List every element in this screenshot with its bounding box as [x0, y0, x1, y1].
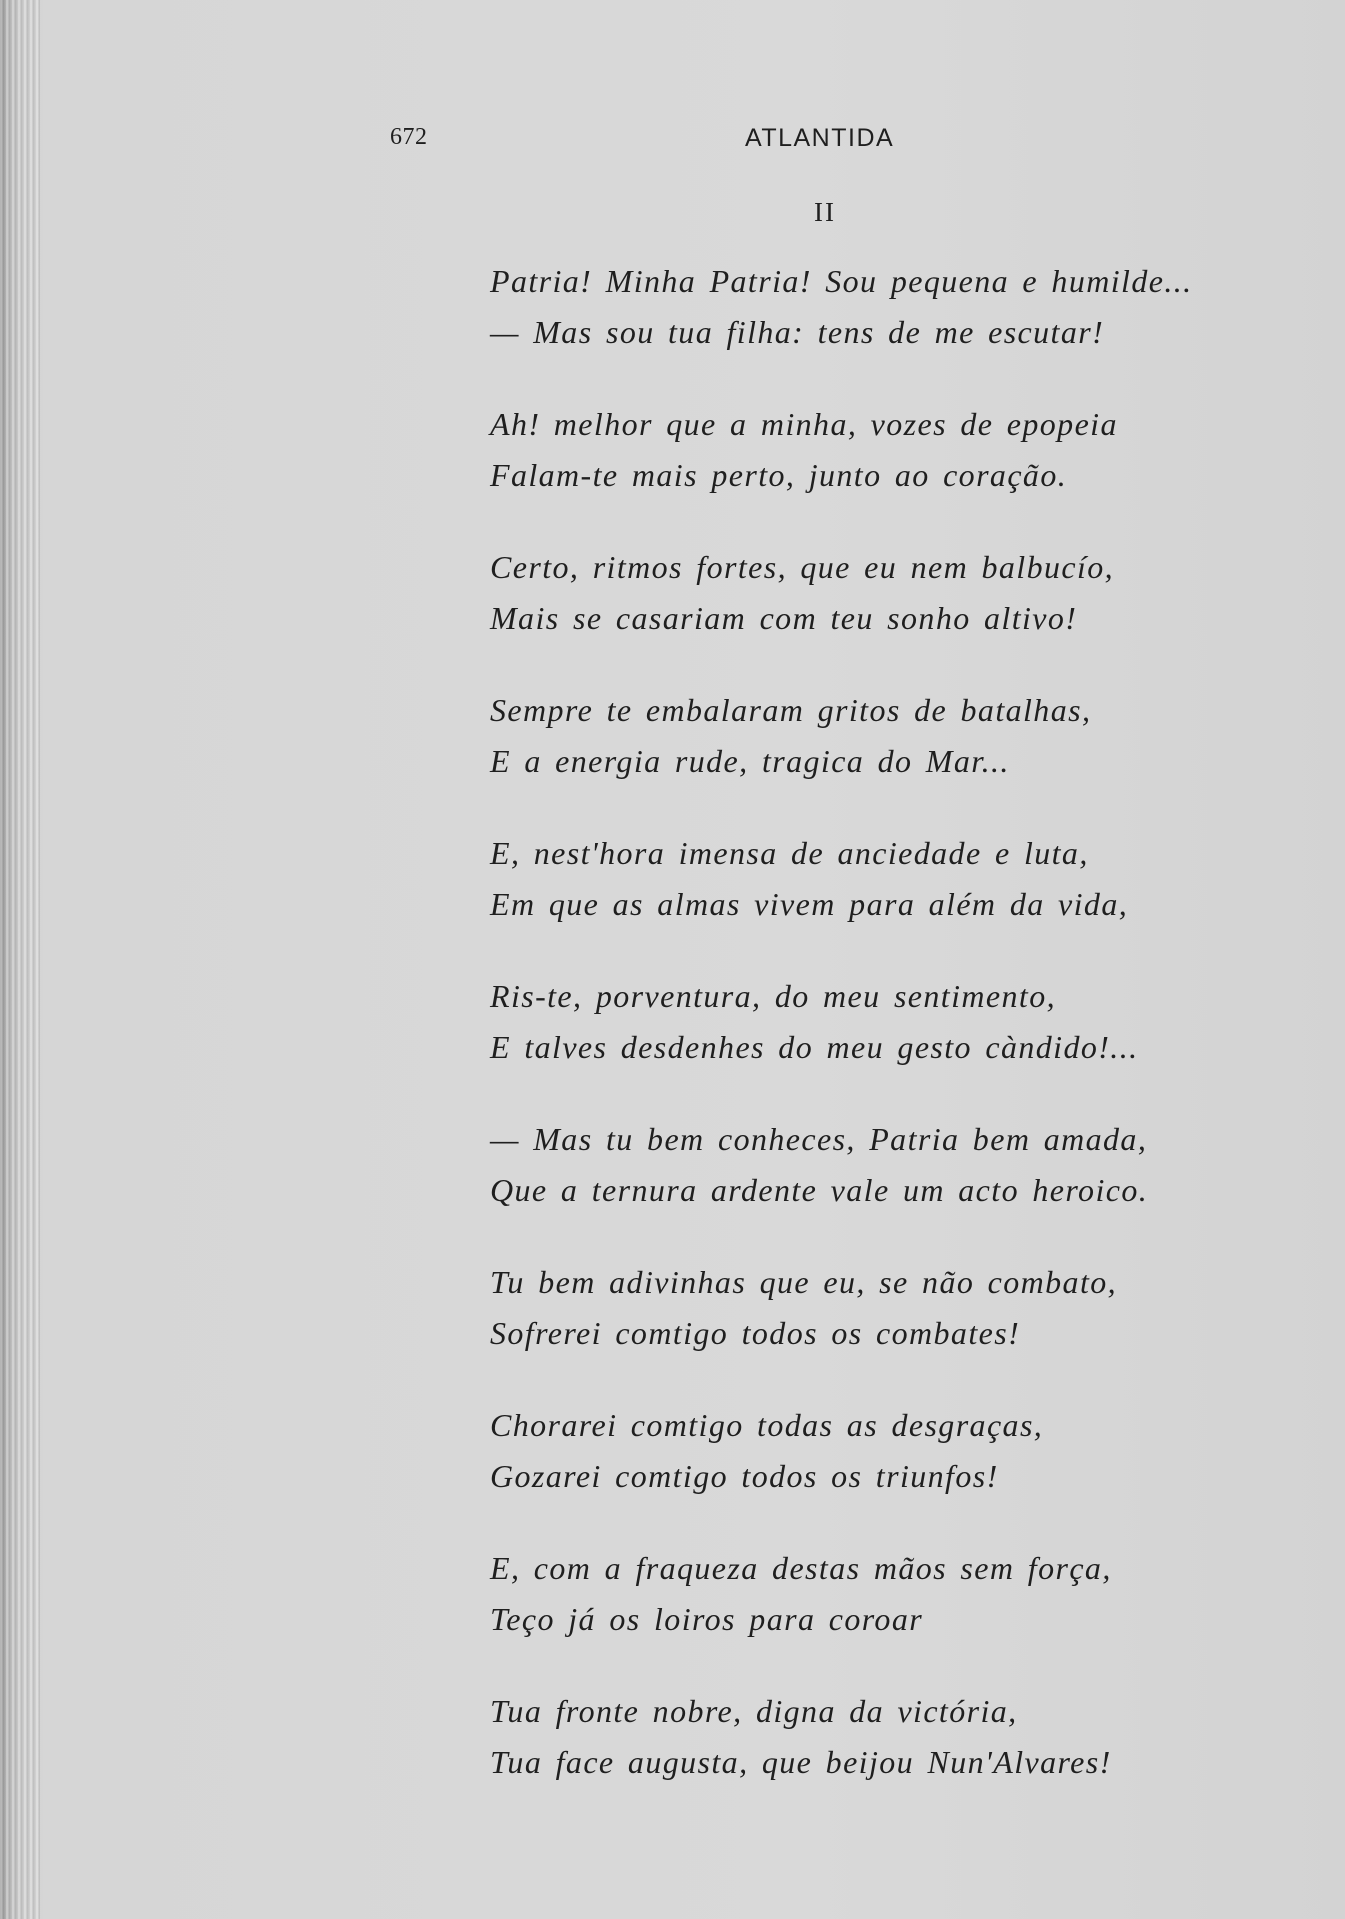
stanza	[490, 1686, 1290, 1788]
poem	[490, 256, 1290, 1829]
poem-line: Que a ternura ardente vale um acto heroico.	[490, 1172, 1149, 1208]
poem-line: Teço já os loiros para coroar	[490, 1601, 924, 1637]
stanza	[490, 1400, 1290, 1502]
poem-line: E, nest'hora imensa de anciedade e luta,	[490, 835, 1089, 871]
poem-line: Tua face augusta, que beijou Nun'Alvares!	[490, 1744, 1112, 1780]
running-head-title: ATLANTIDA	[745, 124, 895, 152]
stanza	[490, 542, 1290, 644]
stanza	[490, 399, 1290, 501]
poem-line: E, com a fraqueza destas mãos sem força,	[490, 1550, 1112, 1586]
page-binding-edge	[0, 0, 40, 1919]
poem-line: Ris-te, porventura, do meu sentimento,	[490, 978, 1056, 1014]
poem-line: E a energia rude, tragica do Mar...	[490, 743, 1010, 779]
stanza	[490, 685, 1290, 787]
poem-line: Gozarei comtigo todos os triunfos!	[490, 1458, 999, 1494]
poem-line: E talves desdenhes do meu gesto càndido!...	[490, 1029, 1139, 1065]
poem-line: Tua fronte nobre, digna da victória,	[490, 1693, 1018, 1729]
page-number: 672	[390, 124, 428, 150]
poem-line: Falam-te mais perto, junto ao coração.	[490, 457, 1068, 493]
stanza	[490, 1543, 1290, 1645]
stanza	[490, 1257, 1290, 1359]
poem-line: Sofrerei comtigo todos os combates!	[490, 1315, 1021, 1351]
stanza	[490, 1114, 1290, 1216]
poem-line: Patria! Minha Patria! Sou pequena e humilde...	[490, 263, 1193, 299]
running-head	[0, 124, 1345, 158]
poem-line: Chorarei comtigo todas as desgraças,	[490, 1407, 1044, 1443]
poem-line: — Mas sou tua filha: tens de me escutar!	[490, 314, 1105, 350]
poem-line: Em que as almas vivem para além da vida,	[490, 886, 1129, 922]
poem-line: Mais se casariam com teu sonho altivo!	[490, 600, 1078, 636]
poem-line: — Mas tu bem conheces, Patria bem amada,	[490, 1121, 1148, 1157]
section-numeral: II	[814, 197, 836, 227]
poem-line: Certo, ritmos fortes, que eu nem balbucío,	[490, 549, 1115, 585]
stanza	[490, 971, 1290, 1073]
poem-line: Tu bem adivinhas que eu, se não combato,	[490, 1264, 1118, 1300]
stanza	[490, 828, 1290, 930]
poem-line: Sempre te embalaram gritos de batalhas,	[490, 692, 1092, 728]
poem-line: Ah! melhor que a minha, vozes de epopeia	[490, 406, 1118, 442]
stanza	[490, 256, 1290, 358]
